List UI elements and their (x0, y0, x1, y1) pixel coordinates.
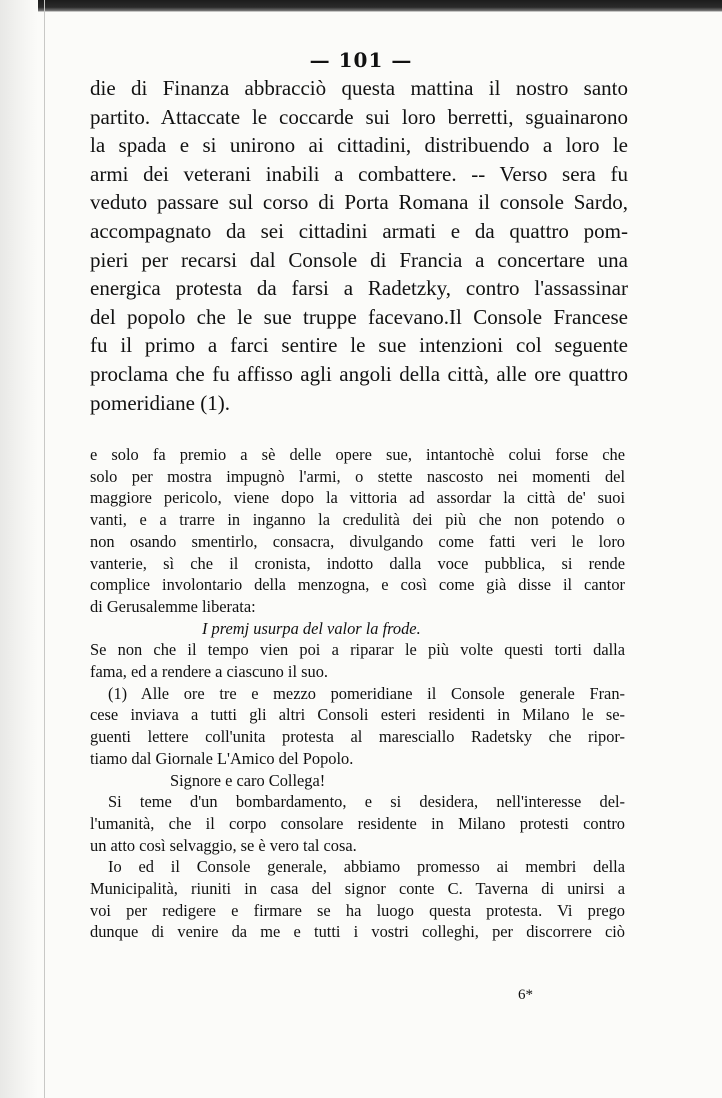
footnote-line: tiamo dal Giornale L'Amico del Popolo. (90, 748, 354, 768)
main-text (90, 74, 628, 417)
footnote-line: complice involontario della menzogna, e così come già disse il cantor (90, 575, 625, 595)
footnote-line: solo per mostra impugnò l'armi, o stette nascosto nei momenti del (90, 466, 625, 486)
footnote-line: (1) Alle ore tre e mezzo pomeridiane il Console generale Fran- (108, 683, 625, 703)
footnote-line: Io ed il Console generale, abbiamo promesso ai membri della (108, 857, 625, 877)
signature-mark: 6* (518, 987, 533, 1003)
footnote-line: vanti, e a trarre in inganno la credulità dei più che non potendo o (90, 510, 625, 530)
footnote-line: Municipalità, riuniti in casa del signor conte C. Taverna di unirsi a (90, 879, 625, 899)
footnote-line: maggiore pericolo, viene dopo la vittoria ad assordar la città de' suoi (90, 488, 625, 508)
main-line: la spada e si unirono ai cittadini, distribuendo a loro le (90, 133, 628, 158)
gutter-line (44, 0, 45, 1098)
footnote-line: Se non che il tempo vien poi a riparar le più volte questi torti dalla (90, 640, 625, 660)
main-line: energica protesta da farsi a Radetzky, contro l'assassinar (90, 276, 628, 301)
main-line: del popolo che le sue truppe facevano.Il Console Francese (90, 304, 628, 329)
footnote-line: Si teme d'un bombardamento, e si desidera, nell'interesse del- (108, 792, 625, 812)
footnote-line: di Gerusalemme liberata: (90, 596, 256, 616)
footnote-line: un atto così selvaggio, se è vero tal cosa. (90, 835, 357, 855)
main-line: pieri per recarsi dal Console di Francia a concertare una (90, 247, 628, 272)
main-line: die di Finanza abbracciò questa mattina il nostro santo (90, 76, 628, 100)
main-line: veduto passare sul corso di Porta Romana il console Sardo, (90, 190, 628, 215)
letter-salutation: Signore e caro Collega! (170, 770, 326, 790)
page-gutter (0, 0, 38, 1098)
footnote-line: fama, ed a rendere a ciascuno il suo. (90, 662, 329, 682)
footnote-line: dunque di venire da me e tutti i vostri colleghi, per discorrere ciò (90, 922, 625, 942)
main-line: armi dei veterani inabili a combattere. -- Verso sera fu (90, 161, 628, 186)
page-number: — 101 — (309, 48, 413, 72)
main-line: partito. Attaccate le coccarde sui loro berretti, sguainarono (90, 104, 628, 129)
page-top-shadow (0, 0, 722, 12)
footnote-line: vanterie, sì che il cronista, indotto dalla voce pubblica, si rende (90, 553, 625, 573)
main-line: accompagnato da sei cittadini armati e da quattro pom- (90, 218, 628, 243)
footnote-line: voi per redigere e firmare se ha luogo questa protesta. Vi prego (90, 900, 625, 920)
footnote-line: guenti lettere coll'unita protesta al maresciallo Radetsky che ripor- (90, 727, 625, 747)
main-line: fu il primo a farci sentire le sue intenzioni col seguente (90, 333, 628, 358)
main-line: proclama che fu affisso agli angoli della città, alle ore quattro (90, 361, 628, 386)
footnote-line: e solo fa premio a sè delle opere sue, intantochè colui forse che (90, 445, 625, 464)
footnote-line: l'umanità, che il corpo consolare residente in Milano protesti contro (90, 813, 625, 833)
quoted-verse: I premj usurpa del valor la frode. (202, 618, 421, 638)
footnote-line: non osando smentirlo, consacra, divulgando come fatti veri le loro (90, 531, 625, 551)
footnote-line: cese inviava a tutti gli altri Consoli esteri residenti in Milano le se- (90, 705, 625, 725)
main-line: pomeridiane (1). (90, 390, 230, 415)
footnotes (90, 444, 625, 943)
